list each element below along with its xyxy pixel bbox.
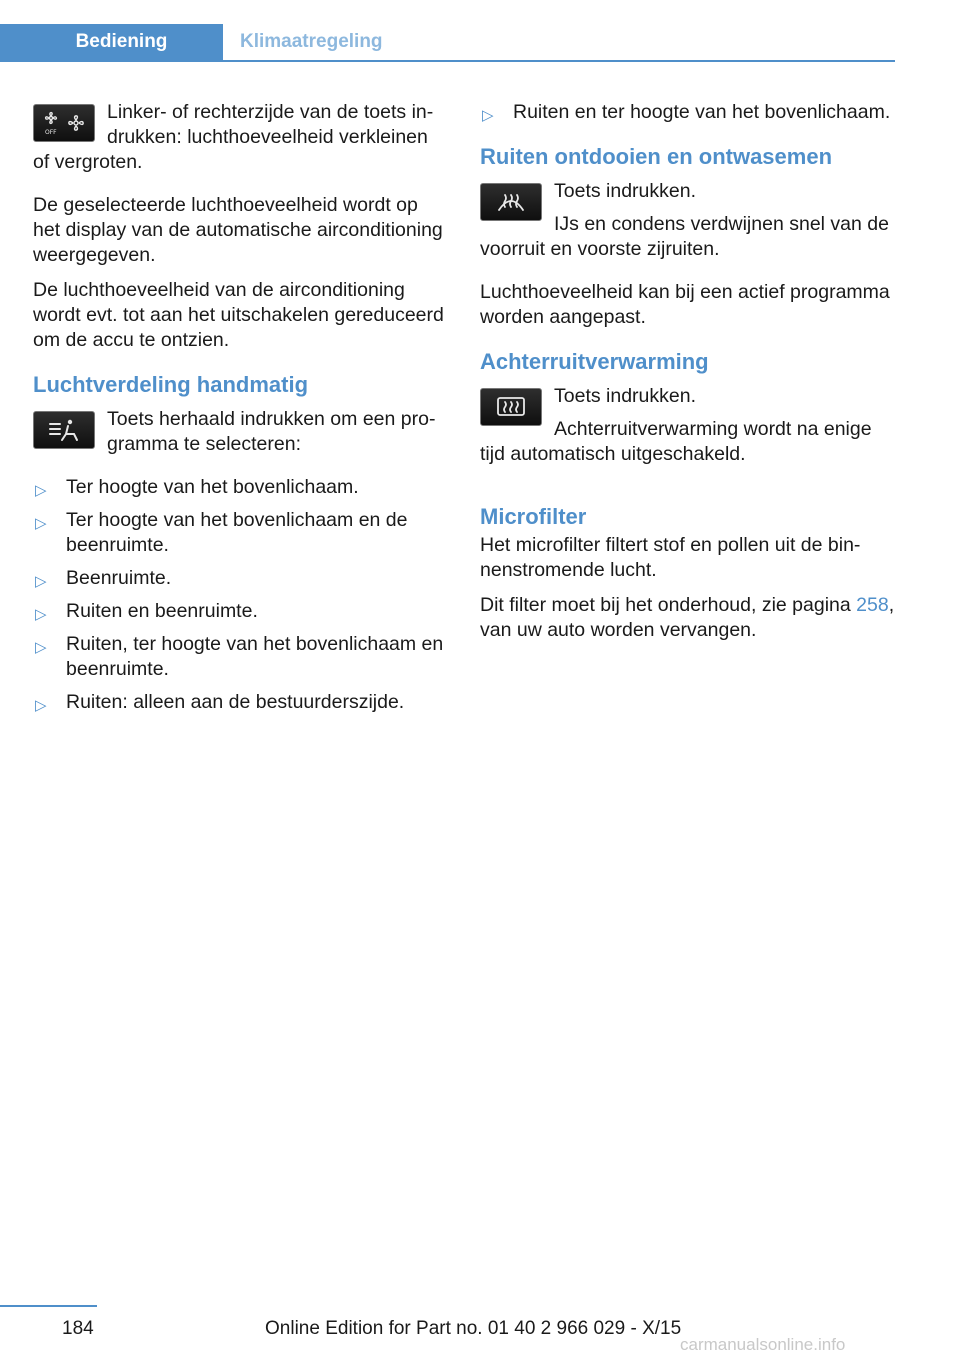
defrost-press: Toets indrukken. bbox=[554, 180, 696, 202]
triangle-right-icon: ▷ bbox=[482, 107, 494, 124]
paragraph: Dit filter moet bij het onderhoud, zie pagina 258, van uw auto worden vervangen. bbox=[480, 594, 895, 641]
tab-klimaatregeling[interactable]: Klimaatregeling bbox=[240, 31, 383, 52]
paragraph: De luchthoeveelheid van de airconditioning wordt evt. tot aan het uitschakelen gereduceerd om de accu te ontzien. bbox=[33, 279, 444, 351]
section-heading: Luchtverdeling handmatig bbox=[33, 372, 309, 397]
section-heading: Microfilter bbox=[480, 504, 587, 529]
rear-press: Toets indrukken. bbox=[554, 385, 696, 407]
triangle-right-icon: ▷ bbox=[35, 573, 47, 590]
section-heading: Ruiten ontdooien en ontwasemen bbox=[480, 144, 833, 169]
paragraph: Het microfilter filtert stof en pollen uit de binnenstromende lucht. bbox=[480, 534, 861, 581]
paragraph: De geselecteerde luchthoeveelheid wordt op het display van de automatische airconditioning weergegeven. bbox=[33, 194, 443, 266]
windscreen-defrost-button-icon bbox=[480, 183, 542, 221]
fan-instruction: Linker- of rechterzijde van de toets indrukken: luchthoeveelheid verkleinen of vergroten. bbox=[33, 101, 434, 173]
tab-bediening[interactable]: Bediening bbox=[0, 24, 223, 60]
air-distribution-block bbox=[33, 407, 445, 465]
page-link[interactable]: 258 bbox=[856, 594, 889, 616]
program-list-continued bbox=[480, 100, 896, 125]
list-item: ▷ Ter hoogte van het bovenlichaam en de beenruimte. bbox=[35, 509, 408, 556]
program-list bbox=[33, 475, 445, 715]
page-number: 184 bbox=[62, 1318, 94, 1339]
fan-off-button-icon bbox=[33, 104, 95, 142]
rear-description: Achterruitverwarming wordt na enige tijd automatisch uitgeschakeld. bbox=[480, 418, 872, 465]
section-heading: Achterruitverwarming bbox=[480, 349, 709, 374]
list-item: ▷ Beenruimte. bbox=[33, 566, 445, 591]
header-tabs bbox=[0, 24, 895, 62]
list-item: ▷ Ruiten en ter hoogte van het bovenlichaam. bbox=[480, 100, 896, 125]
distribution-instruction: Toets herhaald indrukken om een programma te selecteren: bbox=[107, 408, 436, 455]
triangle-right-icon: ▷ bbox=[35, 515, 47, 532]
edition-text: Online Edition for Part no. 01 40 2 966 029 - X/15 bbox=[265, 1318, 682, 1339]
paragraph: Luchthoeveelheid kan bij een actief programma worden aangepast. bbox=[480, 281, 890, 328]
defrost-block bbox=[480, 179, 896, 270]
header-rule bbox=[0, 60, 895, 62]
left-column bbox=[33, 100, 445, 723]
right-column bbox=[480, 100, 896, 653]
triangle-right-icon: ▷ bbox=[35, 482, 47, 499]
list-item: ▷ Ter hoogte van het bovenlichaam. bbox=[33, 475, 445, 500]
fan-block bbox=[33, 100, 445, 183]
svg-text:OFF: OFF bbox=[45, 129, 57, 136]
footer-rule bbox=[0, 1305, 97, 1307]
triangle-right-icon: ▷ bbox=[35, 606, 47, 623]
triangle-right-icon: ▷ bbox=[35, 639, 47, 656]
rear-heating-block bbox=[480, 384, 896, 475]
triangle-right-icon: ▷ bbox=[35, 697, 47, 714]
watermark: carmanualsonline.info bbox=[680, 1335, 846, 1354]
defrost-description: IJs en condens verdwijnen snel van de voorruit en voorste zijruiten. bbox=[480, 213, 889, 260]
list-item: ▷ Ruiten, ter hoogte van het bovenlichaam en beenruimte. bbox=[35, 633, 444, 680]
air-distribution-button-icon bbox=[33, 411, 95, 449]
list-item: ▷ Ruiten en beenruimte. bbox=[33, 599, 445, 624]
list-item: ▷ Ruiten: alleen aan de bestuurderszijde. bbox=[33, 690, 445, 715]
rear-window-heating-button-icon bbox=[480, 388, 542, 426]
